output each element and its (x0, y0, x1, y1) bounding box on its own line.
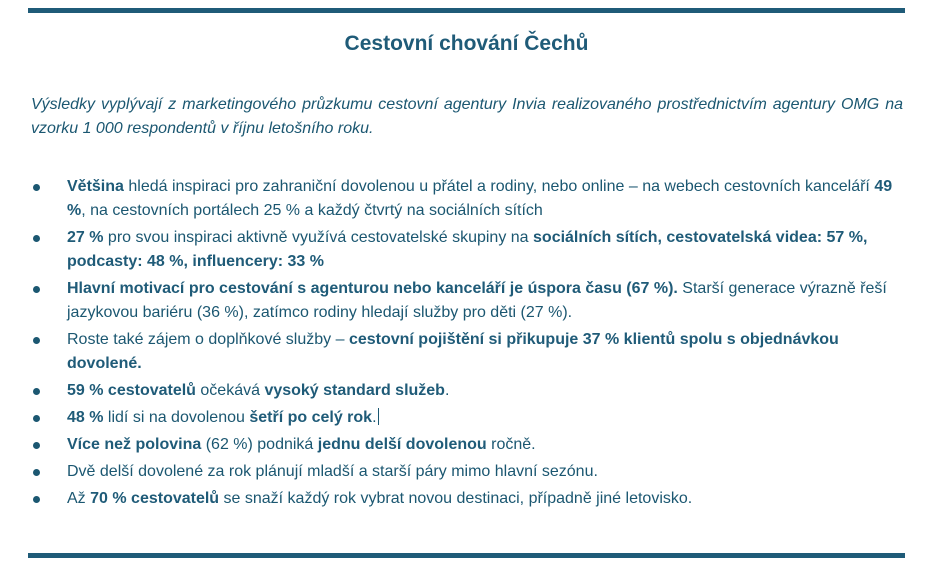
bold-text: 27 % (67, 229, 104, 246)
top-divider (28, 8, 905, 13)
body-text: hledá inspiraci pro zahraniční dovolenou u přátel a rodiny, nebo online – na webech cestovních kanceláří (123, 178, 875, 195)
bottom-divider (28, 553, 905, 558)
bold-text: Více než polovina (67, 436, 202, 453)
bold-text: Hlavní motivací pro cestování s agenturou nebo kanceláří je úspora času (67 %). (67, 280, 678, 297)
body-text: se snaží každý rok vybrat novou destinaci, případně jiné letovisko. (219, 490, 693, 507)
bold-text: jednu delší dovolenou (317, 436, 487, 453)
list-item (31, 487, 903, 511)
bold-text: Většina (67, 178, 124, 195)
body-text: Starší generace výrazně řeší jazykovou bariéru (36 %), zatímco rodiny hledají služby pro děti (27 %). (67, 280, 887, 321)
bullet-icon (33, 235, 40, 242)
bold-text: 70 % cestovatelů (90, 490, 220, 507)
body-text: . (372, 409, 377, 426)
bullet-icon (33, 184, 40, 191)
body-text: Až (67, 490, 91, 507)
list-item (31, 328, 903, 376)
body-text: Roste také zájem o doplňkové služby – (67, 331, 349, 348)
body-text: (62 %) podniká (201, 436, 318, 453)
bullet-list (31, 175, 903, 514)
bullet-icon (33, 286, 40, 293)
bold-text: cestovní pojištění si přikupuje 37 % klientů spolu s objednávkou dovolené. (67, 331, 839, 372)
list-item (31, 175, 903, 223)
list-item (31, 379, 903, 403)
text-cursor (378, 408, 379, 425)
bold-text: šetří po celý rok (249, 409, 373, 426)
body-text: očekává (195, 382, 265, 399)
intro-paragraph: Výsledky vyplývají z marketingového průzkumu cestovní agentury Invia realizovaného prostřednictvím agentury OMG na vzorku 1 000 respondentů v říjnu letošního roku. (31, 96, 903, 137)
bold-text: 48 % (67, 409, 104, 426)
bullet-icon (33, 337, 40, 344)
list-item (31, 406, 903, 430)
body-text: . (444, 382, 450, 399)
bold-text: vysoký standard služeb (264, 382, 445, 399)
bullet-icon (33, 469, 40, 476)
list-item (31, 277, 903, 325)
body-text: lidí si na dovolenou (103, 409, 250, 426)
body-text: , na cestovních portálech 25 % a každý čtvrtý na sociálních sítích (81, 202, 543, 219)
bullet-icon (33, 496, 40, 503)
bold-text: 59 % cestovatelů (67, 382, 196, 399)
bullet-icon (33, 388, 40, 395)
bullet-icon (33, 442, 40, 449)
bold-text: sociálních sítích, cestovatelská videa: 57 %, podcasty: 48 %, influencery: 33 % (67, 229, 868, 270)
body-text: ročně. (486, 436, 536, 453)
page-title: Cestovní chování Čechů (344, 32, 589, 55)
list-item (31, 226, 903, 274)
list-item (31, 433, 903, 457)
body-text: Dvě delší dovolené za rok plánují mladší a starší páry mimo hlavní sezónu. (67, 463, 598, 480)
bold-text: 49 % (67, 178, 893, 219)
list-item (31, 460, 903, 484)
body-text: pro svou inspiraci aktivně využívá cestovatelské skupiny na (103, 229, 534, 246)
bullet-icon (33, 415, 40, 422)
